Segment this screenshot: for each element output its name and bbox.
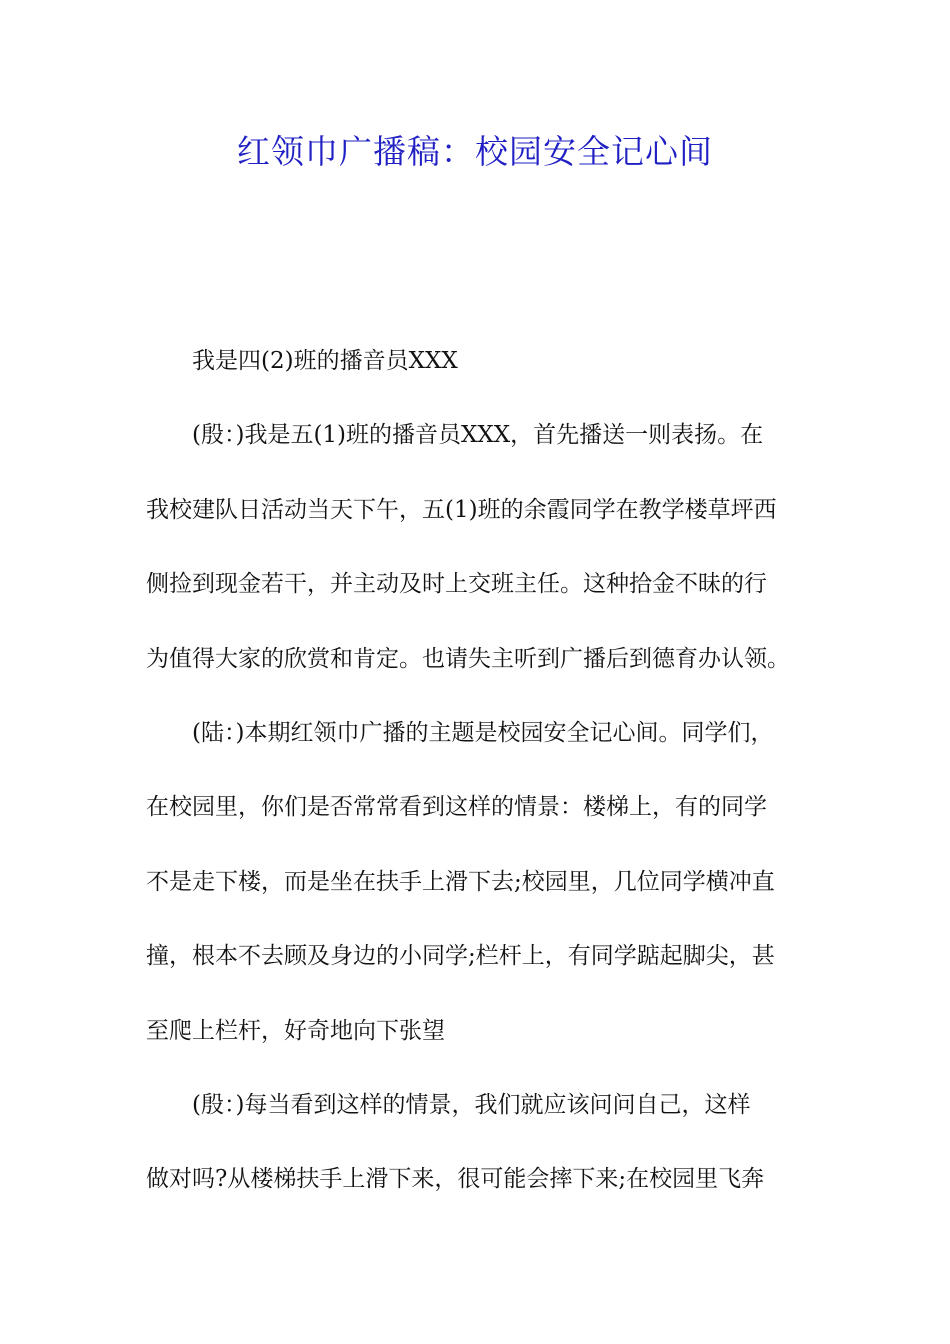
- paragraph-line: (陆：)本期红领巾广播的主题是校园安全记心间。同学们，: [192, 719, 774, 746]
- paragraph-line: 做对吗?从楼梯扶手上滑下来，很可能会摔下来;在校园里飞奔: [146, 1166, 765, 1193]
- paragraph-line: 至爬上栏杆，好奇地向下张望: [146, 1017, 445, 1044]
- document-body: [146, 340, 810, 1233]
- paragraph-line: 不是走下楼，而是坐在扶手上滑下去;校园里，几位同学横冲直: [146, 868, 775, 895]
- paragraph-line: (殷：)每当看到这样的情景，我们就应该问问自己，这样: [192, 1091, 751, 1118]
- paragraph-line: 为值得大家的欣赏和肯定。也请失主听到广播后到德育办认领。: [146, 645, 790, 672]
- paragraph-line: 侧捡到现金若干，并主动及时上交班主任。这种拾金不昧的行: [146, 571, 767, 598]
- paragraph-line: 撞，根本不去顾及身边的小同学;栏杆上，有同学踮起脚尖，甚: [146, 943, 775, 970]
- paragraph-line: (殷：)我是五(1)班的播音员XXX，首先播送一则表扬。在: [192, 422, 764, 449]
- document-title: 红领巾广播稿：校园安全记心间: [237, 132, 713, 171]
- paragraph-line: 在校园里，你们是否常常看到这样的情景：楼梯上，有的同学: [146, 794, 767, 821]
- paragraph-line: 我校建队日活动当天下午，五(1)班的余霞同学在教学楼草坪西: [146, 496, 777, 523]
- paragraph-line: 我是四(2)班的播音员XXX: [192, 348, 458, 374]
